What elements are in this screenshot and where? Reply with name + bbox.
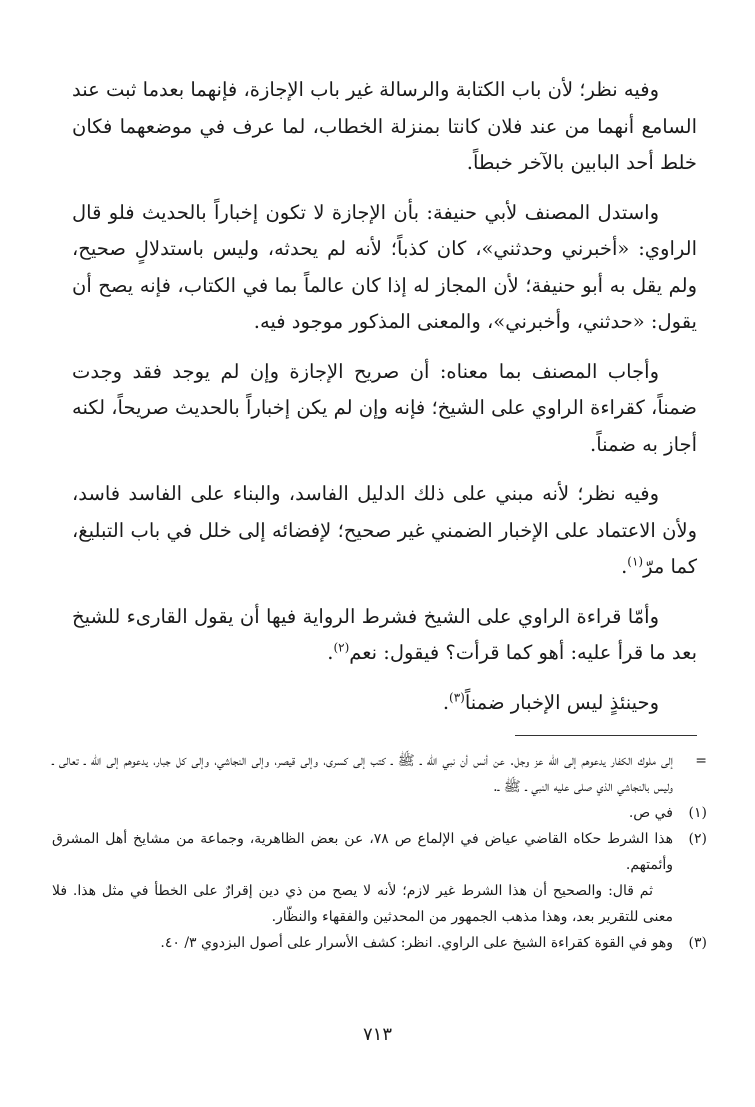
footnote-text: في ص. <box>628 805 673 821</box>
footnote-text: وهو في القوة كقراءة الشيخ على الراوي. انظر: كشف الأسرار على أصول البزدوي ٣/ ٤٠. <box>160 935 673 951</box>
footnote-divider <box>515 735 697 736</box>
punctuation: . <box>621 555 628 578</box>
footnote <box>52 930 707 956</box>
paragraph-text: وأجاب المصنف بما معناه: أن صريح الإجازة وإن لم يوجد فقد وجدت ضمناً، كقراءة الراوي على الشيخ؛ فإنه وإن لم يكن إخباراً بالحديث صريحاً، لكنه أجاز به ضمناً. <box>72 359 697 456</box>
footnote-ref: (٣) <box>449 690 465 704</box>
paragraph-text: وفيه نظر؛ لأنه مبني على ذلك الدليل الفاسد، والبناء على الفاسد فاسد، ولأن الاعتماد على الإخبار الضمني غير صحيح؛ لإفضائه إلى خلل في باب التبليغ، كما مرّ <box>72 482 697 578</box>
footnote-body <box>52 826 673 930</box>
footnote-text: ثم قال: والصحيح أن هذا الشرط غير لازم؛ لأنه لا يصح من ذي دين إقرارٌ على الخطأ في مثل هذا. فلا معنى للتقرير بعد، وهذا مذهب الجمهور من المحدثين والفقهاء والنظّار. <box>52 883 673 925</box>
paragraph-text: وأمّا قراءة الراوي على الشيخ فشرط الرواية فيها أن يقول القارىء للشيخ بعد ما قرأ عليه: أهو كما قرأت؟ فيقول: نعم <box>72 604 697 664</box>
paragraph <box>72 72 697 182</box>
footnote <box>52 826 707 930</box>
footnotes <box>52 748 707 956</box>
paragraph-text: واستدل المصنف لأبي حنيفة: بأن الإجازة لا تكون إخباراً بالحديث فلو قال الراوي: «أخبرني وحدثني»، كان كذباً؛ لأنه لم يحدثه، وليس باستدلالٍ صحيح، ولم يقل به أبو حنيفة؛ لأن المجاز له إذا كان عالماً بما في الكتاب، فإنه يصح أن يقول: «حدثني، وأخبرني»، والمعنى المذكور موجود فيه. <box>72 200 697 333</box>
paragraph <box>72 599 697 672</box>
paragraph-text: وفيه نظر؛ لأن باب الكتابة والرسالة غير باب الإجازة، فإنهما بعدما ثبت عند السامع أنهما من عند فلان كانتا بمنزلة الخطاب، لما عرف في موضعهما فكان خلط أحد البابين بالآخر خبطاً. <box>72 78 697 174</box>
footnote-text: إلى ملوك الكفار يدعوهم إلى الله عز وجل. عن أنس أن نبي الله ـ ﷺ ـ كتب إلى كسرى، وإلى قيصر، وإلى النجاشي، وإلى كل جبار، يدعوهم إلى الله ـ تعالى ـ وليس بالنجاشي الذي صلى عليه النبي ـ ﷺ ـ. <box>52 753 673 795</box>
footnote-ref: (٢) <box>333 640 350 655</box>
main-text <box>72 72 697 734</box>
footnote-ref: (١) <box>627 554 644 569</box>
footnote-text: هذا الشرط حكاه القاضي عياض في الإلماع ص ٧٨، عن بعض الظاهرية، وجماعة من مشايخ أهل المشرق وأئمتهم. <box>52 831 673 873</box>
paragraph <box>72 685 697 722</box>
punctuation: . <box>327 641 334 664</box>
paragraph <box>72 354 697 464</box>
paragraph <box>72 476 697 586</box>
footnote-number: (٣) <box>688 935 707 951</box>
paragraph <box>72 195 697 341</box>
footnote-continuation <box>52 748 707 800</box>
page-number: ٧١٣ <box>362 1024 392 1045</box>
footnote-number: (١) <box>688 805 707 821</box>
footnote-number: (٢) <box>688 831 707 847</box>
footnote <box>52 800 707 826</box>
punctuation: . <box>442 690 450 714</box>
continuation-mark: = <box>695 753 707 769</box>
paragraph-text: وحينئذٍ ليس الإخبار ضمناً <box>464 690 659 714</box>
